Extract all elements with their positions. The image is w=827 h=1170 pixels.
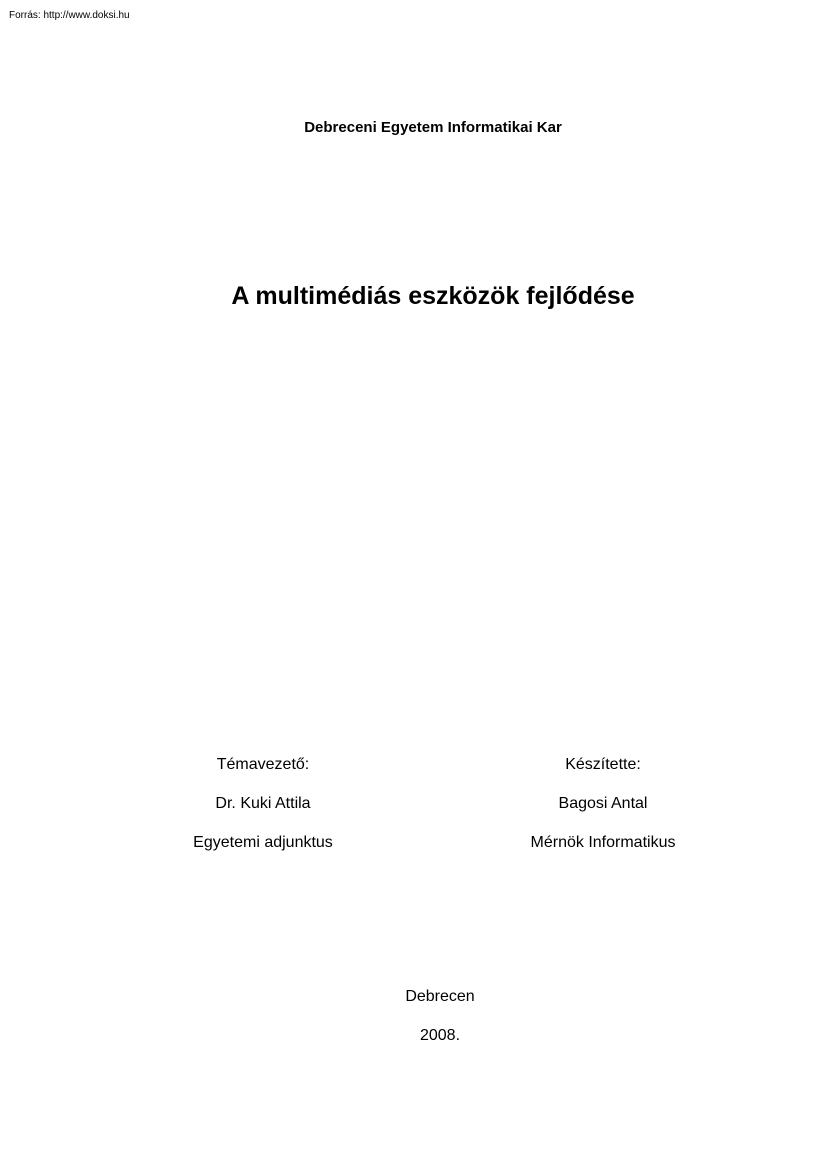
document-title: A multimédiás eszközök fejlődése bbox=[231, 282, 635, 310]
supervisor-block bbox=[133, 755, 393, 872]
author-name: Bagosi Antal bbox=[558, 795, 648, 812]
author-block bbox=[473, 755, 733, 872]
institution-name: Debreceni Egyetem Informatikai Kar bbox=[304, 119, 562, 136]
supervisor-position: Egyetemi adjunktus bbox=[193, 834, 333, 851]
source-note: Forrás: http://www.doksi.hu bbox=[9, 10, 130, 21]
place: Debrecen bbox=[405, 988, 475, 1005]
place-date-block bbox=[340, 987, 540, 1065]
year: 2008. bbox=[419, 1027, 461, 1044]
supervisor-label: Témavezető: bbox=[216, 756, 310, 773]
supervisor-name: Dr. Kuki Attila bbox=[215, 795, 311, 812]
author-label: Készítette: bbox=[565, 756, 641, 773]
author-position: Mérnök Informatikus bbox=[530, 834, 676, 851]
